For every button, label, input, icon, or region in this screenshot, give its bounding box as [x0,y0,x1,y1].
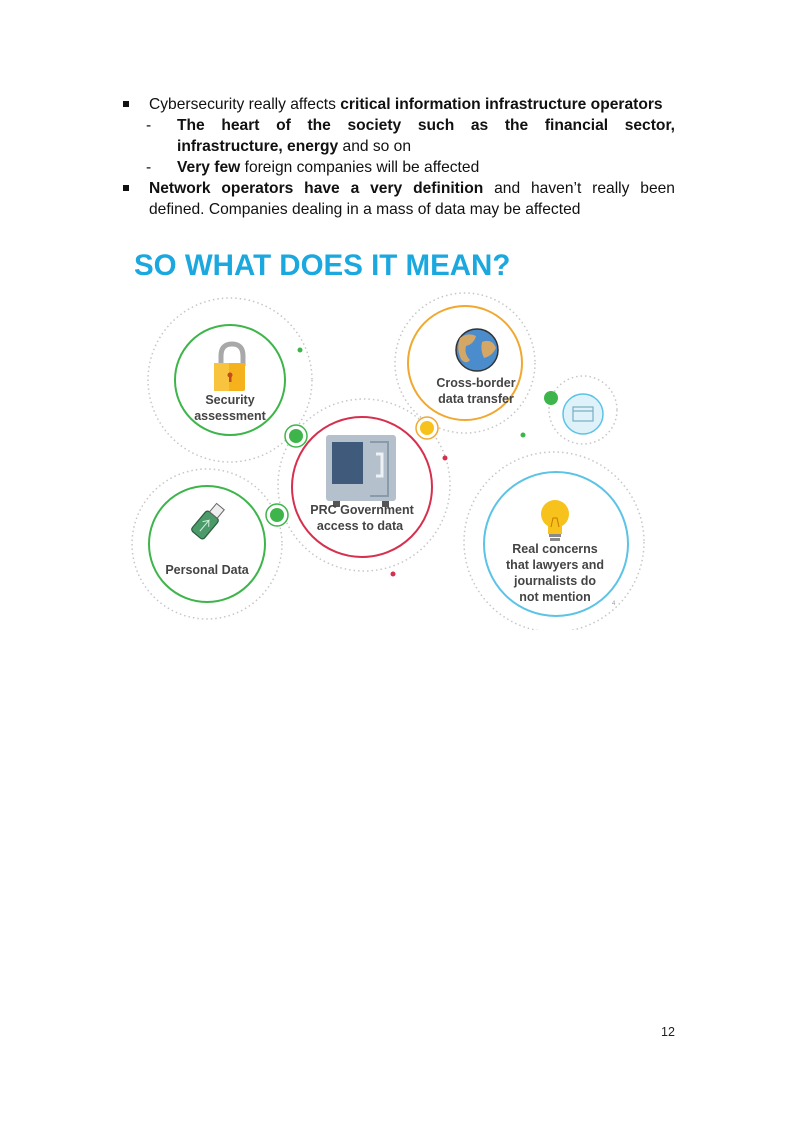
square-bullet-icon [123,185,129,191]
real-concerns-node [464,452,644,630]
concerns-label: journalists do [514,574,596,588]
prc-label: access to data [316,519,404,533]
dash-bullet: - [146,117,152,134]
page-number: 12 [661,1025,675,1039]
bullet-text: and haven’t really been [483,180,675,197]
bullet-list [0,95,793,221]
globe-icon [456,329,498,371]
prc-label: PRC Government [310,503,414,517]
sub-bullet-item [0,158,793,179]
sub-bullet-bold-text: infrastructure, energy [177,138,339,155]
slide-number: 4 [612,601,616,607]
personal-data-node [132,469,282,619]
concerns-label: Real concerns [512,542,598,556]
security-label: Security [205,393,255,407]
concerns-label: not mention [519,590,591,604]
bullet-item [0,179,793,200]
sub-bullet-text: and so on [338,138,412,155]
infographic-figure [120,238,660,630]
bullet-continuation [0,200,793,221]
sub-bullet-text: foreign companies will be affected [240,159,480,176]
bullet-item [0,95,793,116]
safe-icon [326,435,396,507]
sub-bullet-item [0,116,793,137]
concerns-label: that lawyers and [506,558,604,572]
bullet-text: defined. Companies dealing in a mass of data may be affected [149,201,581,218]
cross-border-label: Cross-border [436,376,516,390]
personal-data-label: Personal Data [165,563,249,577]
cross-border-label: data transfer [438,392,514,406]
figure-title: SO WHAT DOES IT MEAN? [134,249,511,282]
sub-bullet-bold-text: The heart of the society such as the financial sector, [177,117,675,134]
sub-bullet-bold-text: Very few [177,159,241,176]
cross-border-node [395,293,535,433]
browser-node [549,376,617,444]
sub-bullet-continuation [0,137,793,158]
dash-bullet: - [146,159,152,176]
bullet-bold-text: Network operators have a very definition [149,180,484,197]
bullet-text: Cybersecurity really affects [149,96,341,113]
square-bullet-icon [123,101,129,107]
bullet-bold-text: critical information infrastructure operators [340,96,663,113]
security-label: assessment [194,409,266,423]
